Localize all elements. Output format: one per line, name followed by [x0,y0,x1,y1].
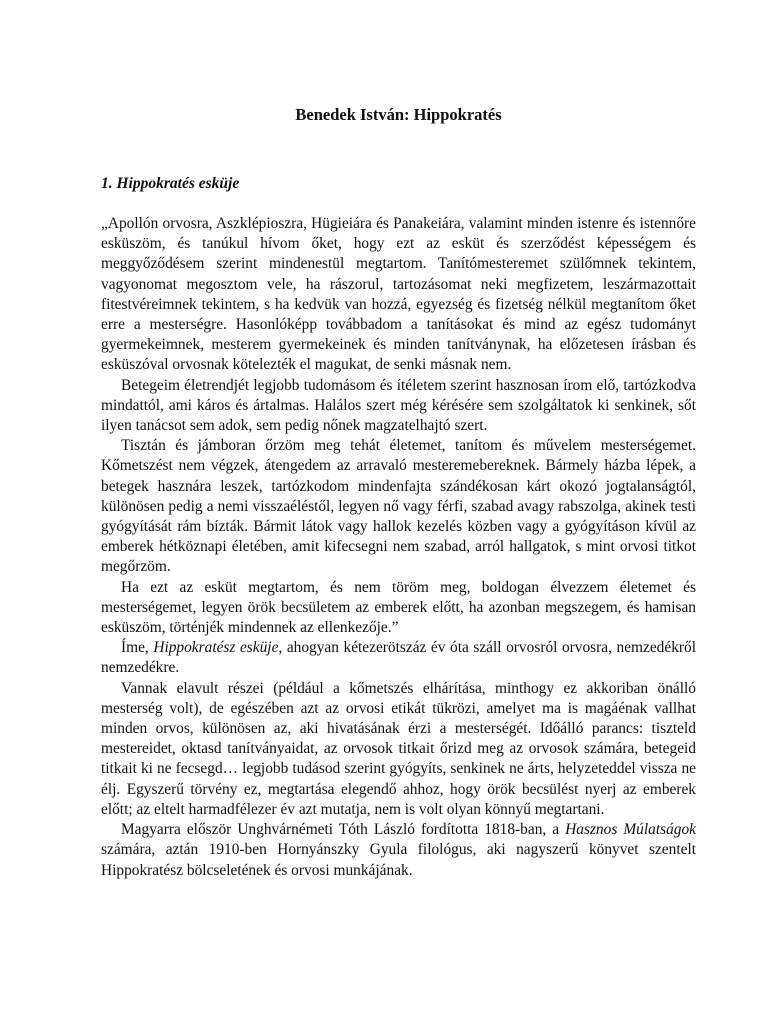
body-text [101,214,696,881]
paragraph [101,638,696,678]
paragraph [101,820,696,881]
paragraph [101,376,696,437]
paragraph-text: „Apollón orvosra, Aszklépioszra, Hügieiára és Panakeiára, valamint minden istenre és istennőre esküszöm, és tanúkul hívom őket, hogy ezt az esküt és szerződést képességem és meggyőződésem szerint mindenestül megtartom. Tanítómesteremet szülőmnek tekintem, vagyonomat megosztom vele, ha rászorul, tartozásomat neki megfizetem, leszármazottait fitestvéreimnek tekintem, s ha kedvük van hozzá, egyezség és fizetség nélkül megtanítom őket erre a mesterségre. Hasonlóképp továbbadom a tanításokat és mind az egész tudományt gyermekeimnek, mesterem gyermekeinek és minden tanítványnak, ha előzetesen írásban és esküszóval orvosnak kötelezték el magukat, de senki másnak nem. [101,215,696,374]
paragraph-text: Vannak elavult részei (például a kőmetszés elhárítása, minthogy ez akkoriban önálló mesterség volt), de egészében azt az orvosi etikát tükrözi, amelyet ma is magáénak vallhat minden orvos, különösen az, aki hivatásának érzi a mesterségét. Időálló parancs: tiszteld mestereidet, oktasd tanítványaidat, az orvosok titkait őrizd meg az orvosok számára, betegeid titkait ki ne fecsegd… legjobb tudásod szerint gyógyíts, senkinek ne árts, helyzeteddel vissza ne élj. Egyszerű törvény ez, megtartása elegendő ahhoz, hogy örök becsülést nyerj az emberek előtt; az eltelt harmadfélezer év azt mutatja, nem is volt olyan könnyű megtartani. [101,679,696,818]
paragraph [101,436,696,577]
paragraph [101,214,696,376]
paragraph-text: Ha ezt az esküt megtartom, és nem töröm meg, boldogan élvezzem életemet és mesterségemet, legyen örök becsületem az emberek előtt, ha azonban megszegem, és hamisan esküszöm, történjék mindennek az ellenkezője.” [101,578,696,637]
paragraph-text: számára, aztán 1910-ben Hornyánszky Gyula filológus, aki nagyszerű könyvet szentelt Hippokratész bölcseletének és orvosi munkájának. [101,841,696,879]
paragraph-text: Magyarra először Unghvárnémeti Tóth László fordította 1818-ban, a [121,821,566,839]
paragraph-text: Tisztán és jámboran őrzöm meg tehát életemet, tanítom és művelem mesterségemet. Kőmetszést nem végzek, átengedem az arravaló mesteremebereknek. Bármely házba lépek, a betegek hasznára leszek, tartózkodom mindenfajta szándékosan kárt okozó jogtalanságtól, különösen pedig a nemi visszaéléstől, legyen nő vagy férfi, szabad avagy rabszolga, akinek testi gyógyítását rám bízták. Bármit látok vagy hallok kezelés közben vagy a gyógyításon kívül az emberek hétköznapi életében, amit kifecsegni nem szabad, arról hallgatok, s mint orvosi titkot megőrzöm. [101,437,696,576]
document-title: Benedek István: Hippokratés [295,105,502,124]
paragraph-text: Íme, [121,639,154,657]
italic-title: Hasznos Múlatságok [565,821,697,839]
paragraph [101,679,696,820]
paragraph-text: ahogyan kétezerötszáz év óta száll orvosról orvosra, nemzedékről nemzedékre. [101,639,696,677]
section-heading: 1. Hippokratés esküje [101,175,240,192]
paragraph [101,578,696,639]
italic-title: Hippokratész esküje, [153,639,283,657]
paragraph-text: Betegeim életrendjét legjobb tudomásom és ítéletem szerint hasznosan írom elő, tartózkodva mindattól, ami káros és ártalmas. Halálos szert még kérésére sem szolgáltatok ki senkinek, sőt ilyen tanácsot sem adok, sem pedig nőnek magzatelhajtó szert. [101,376,696,435]
